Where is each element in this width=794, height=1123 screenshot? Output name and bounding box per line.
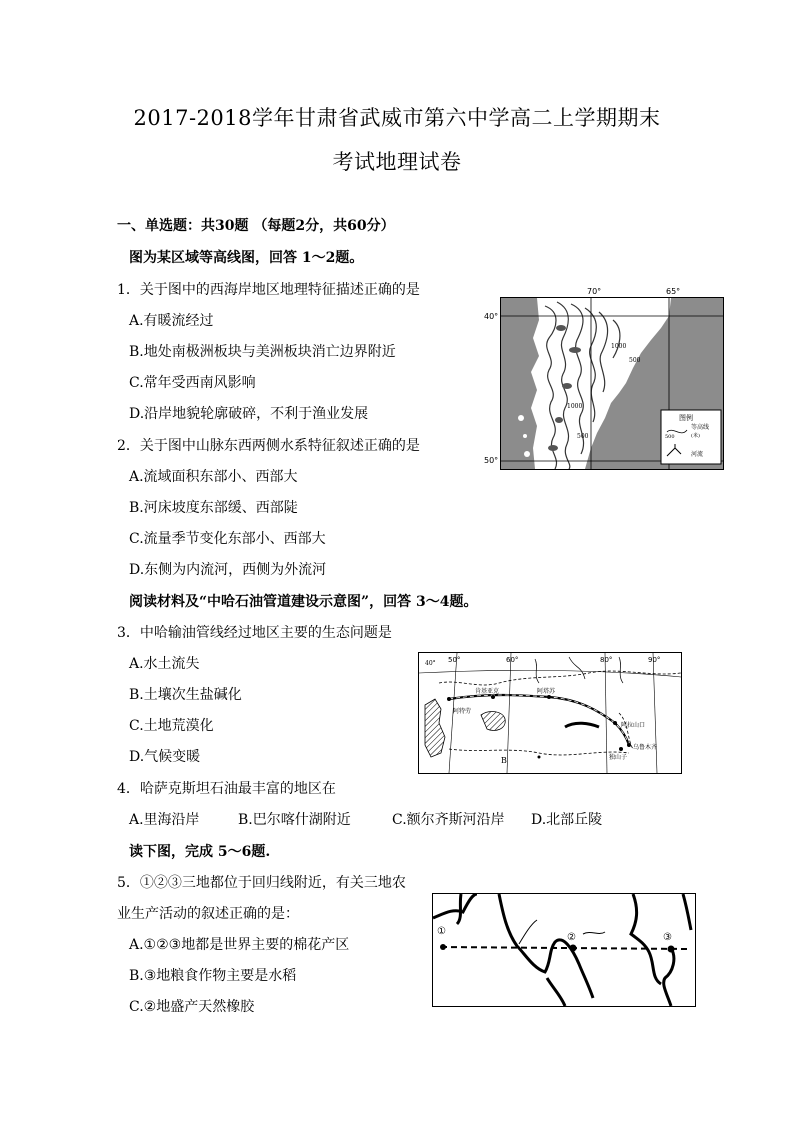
map2-lon-80: 80° [600,656,613,664]
question-3-option-b: B.土壤次生盐碱化 [129,687,242,703]
aral-sea [481,712,505,731]
question-1-option-b: B.地处南极洲板块与美洲板块消亡边界附近 [129,344,396,360]
question-2-stem: 2．关于图中山脉东西两侧水系特征叙述正确的是 [117,438,420,454]
question-1-option-d: D.沿岸地貌轮廓破碎，不利于渔业发展 [129,406,369,422]
contour-map [500,297,724,470]
tropic-map [432,893,696,1007]
question-1-stem: 1．关于图中的西海岸地区地理特征描述正确的是 [117,282,420,298]
map2-lon-60: 60° [506,656,519,664]
legend-unit: (米) [691,433,700,439]
tropic-line [441,947,687,949]
city-kenkiyak: 肯基亚克 [475,688,500,695]
balkhash-lake [565,723,599,727]
question-4-option-c: C.额尔齐斯河沿岸 [392,812,505,828]
map1-lat-50: 50° [484,456,499,465]
pipeline-route [449,695,629,745]
question-3-option-a: A.水土流失 [129,656,200,672]
question-5-option-b: B.③地粮食作物主要是水稻 [129,968,297,984]
point-2-marker [570,945,577,952]
legend-contour-label: 等高线 [691,424,710,431]
city-dushanzi: 独山子 [609,754,628,761]
legend-river-label: 河流 [691,451,704,458]
city-atyrau: 阿特劳 [453,708,472,715]
question-1-option-c: C.常年受西南风影响 [129,375,256,391]
question-5-stem-line1: 5．①②③三地都位于回归线附近，有关三地农 [117,875,406,891]
city-atasu: 阿塔苏 [537,688,556,695]
question-2-option-a: A.流域面积东部小、西部大 [129,469,298,485]
question-3-option-c: C.土地荒漠化 [129,718,214,734]
legend-title: 图例 [679,414,693,422]
contour-label-1000a: 1000 [611,343,627,350]
caspian-sea [425,699,445,757]
question-4-option-b: B.巴尔喀什湖附近 [238,812,351,828]
legend-500-label: 500 [665,434,675,440]
point-1-label: ① [437,926,446,937]
question-4-option-d: D.北部丘陵 [531,812,603,828]
city-markers [447,695,631,759]
map1-lon-70: 70° [587,287,602,296]
map1-lat-40: 40° [484,312,499,321]
intro-q5-6: 读下图，完成 5～6题. [129,844,271,860]
city-urumqi: 乌鲁木齐 [633,744,658,751]
question-2-option-d: D.东侧为内流河，西侧为外流河 [129,562,327,578]
contour-label-500b: 500 [577,433,589,440]
map2-lon-90: 90° [648,656,661,664]
question-3-stem: 3．中哈输油管线经过地区主要的生态问题是 [117,625,392,641]
question-3-option-d: D.气候变暖 [129,749,201,765]
question-5-option-a: A.①②③地都是世界主要的棉花产区 [129,937,350,953]
city-alashankou: 阿拉山口 [621,722,646,729]
question-5-option-c: C.②地盛产天然橡胶 [129,999,255,1015]
contour-label-500a: 500 [629,357,641,364]
question-1-option-a: A.有暖流经过 [129,313,214,329]
country-borders [439,671,681,755]
section-header: 一、单选题：共30题 （每题2分，共60分） [117,218,395,234]
point-2-label: ② [567,932,576,943]
map1-lon-65: 65° [666,287,681,296]
pipeline-dash [449,695,629,745]
coastlines [433,894,691,1006]
intro-q3-4: 阅读材料及“中哈石油管道建设示意图”，回答 3～4题。 [129,594,478,610]
intro-q1-2: 图为某区域等高线图，回答 1～2题。 [129,250,364,266]
map2-lat-40: 40° [425,660,436,667]
question-5-stem-line2: 业生产活动的叙述正确的是： [117,906,299,922]
question-4-stem: 4．哈萨克斯坦石油最丰富的地区在 [117,781,336,797]
point-1-marker [440,944,446,950]
question-2-option-c: C.流量季节变化东部小、西部大 [129,531,326,547]
question-2-option-b: B.河床坡度东部缓、西部陡 [129,500,298,516]
pipeline-map [418,652,682,774]
map2-label-b: B [501,756,507,765]
page-title-line1: 2017-2018学年甘肃省武威市第六中学高二上学期期末 [133,106,661,130]
contour-label-1000b: 1000 [567,403,583,410]
point-3-label: ③ [663,932,672,943]
page-title-line2: 考试地理试卷 [332,150,462,174]
point-3-marker [668,946,675,953]
question-4-option-a: A.里海沿岸 [129,812,200,828]
map2-lon-50: 50° [448,656,461,664]
